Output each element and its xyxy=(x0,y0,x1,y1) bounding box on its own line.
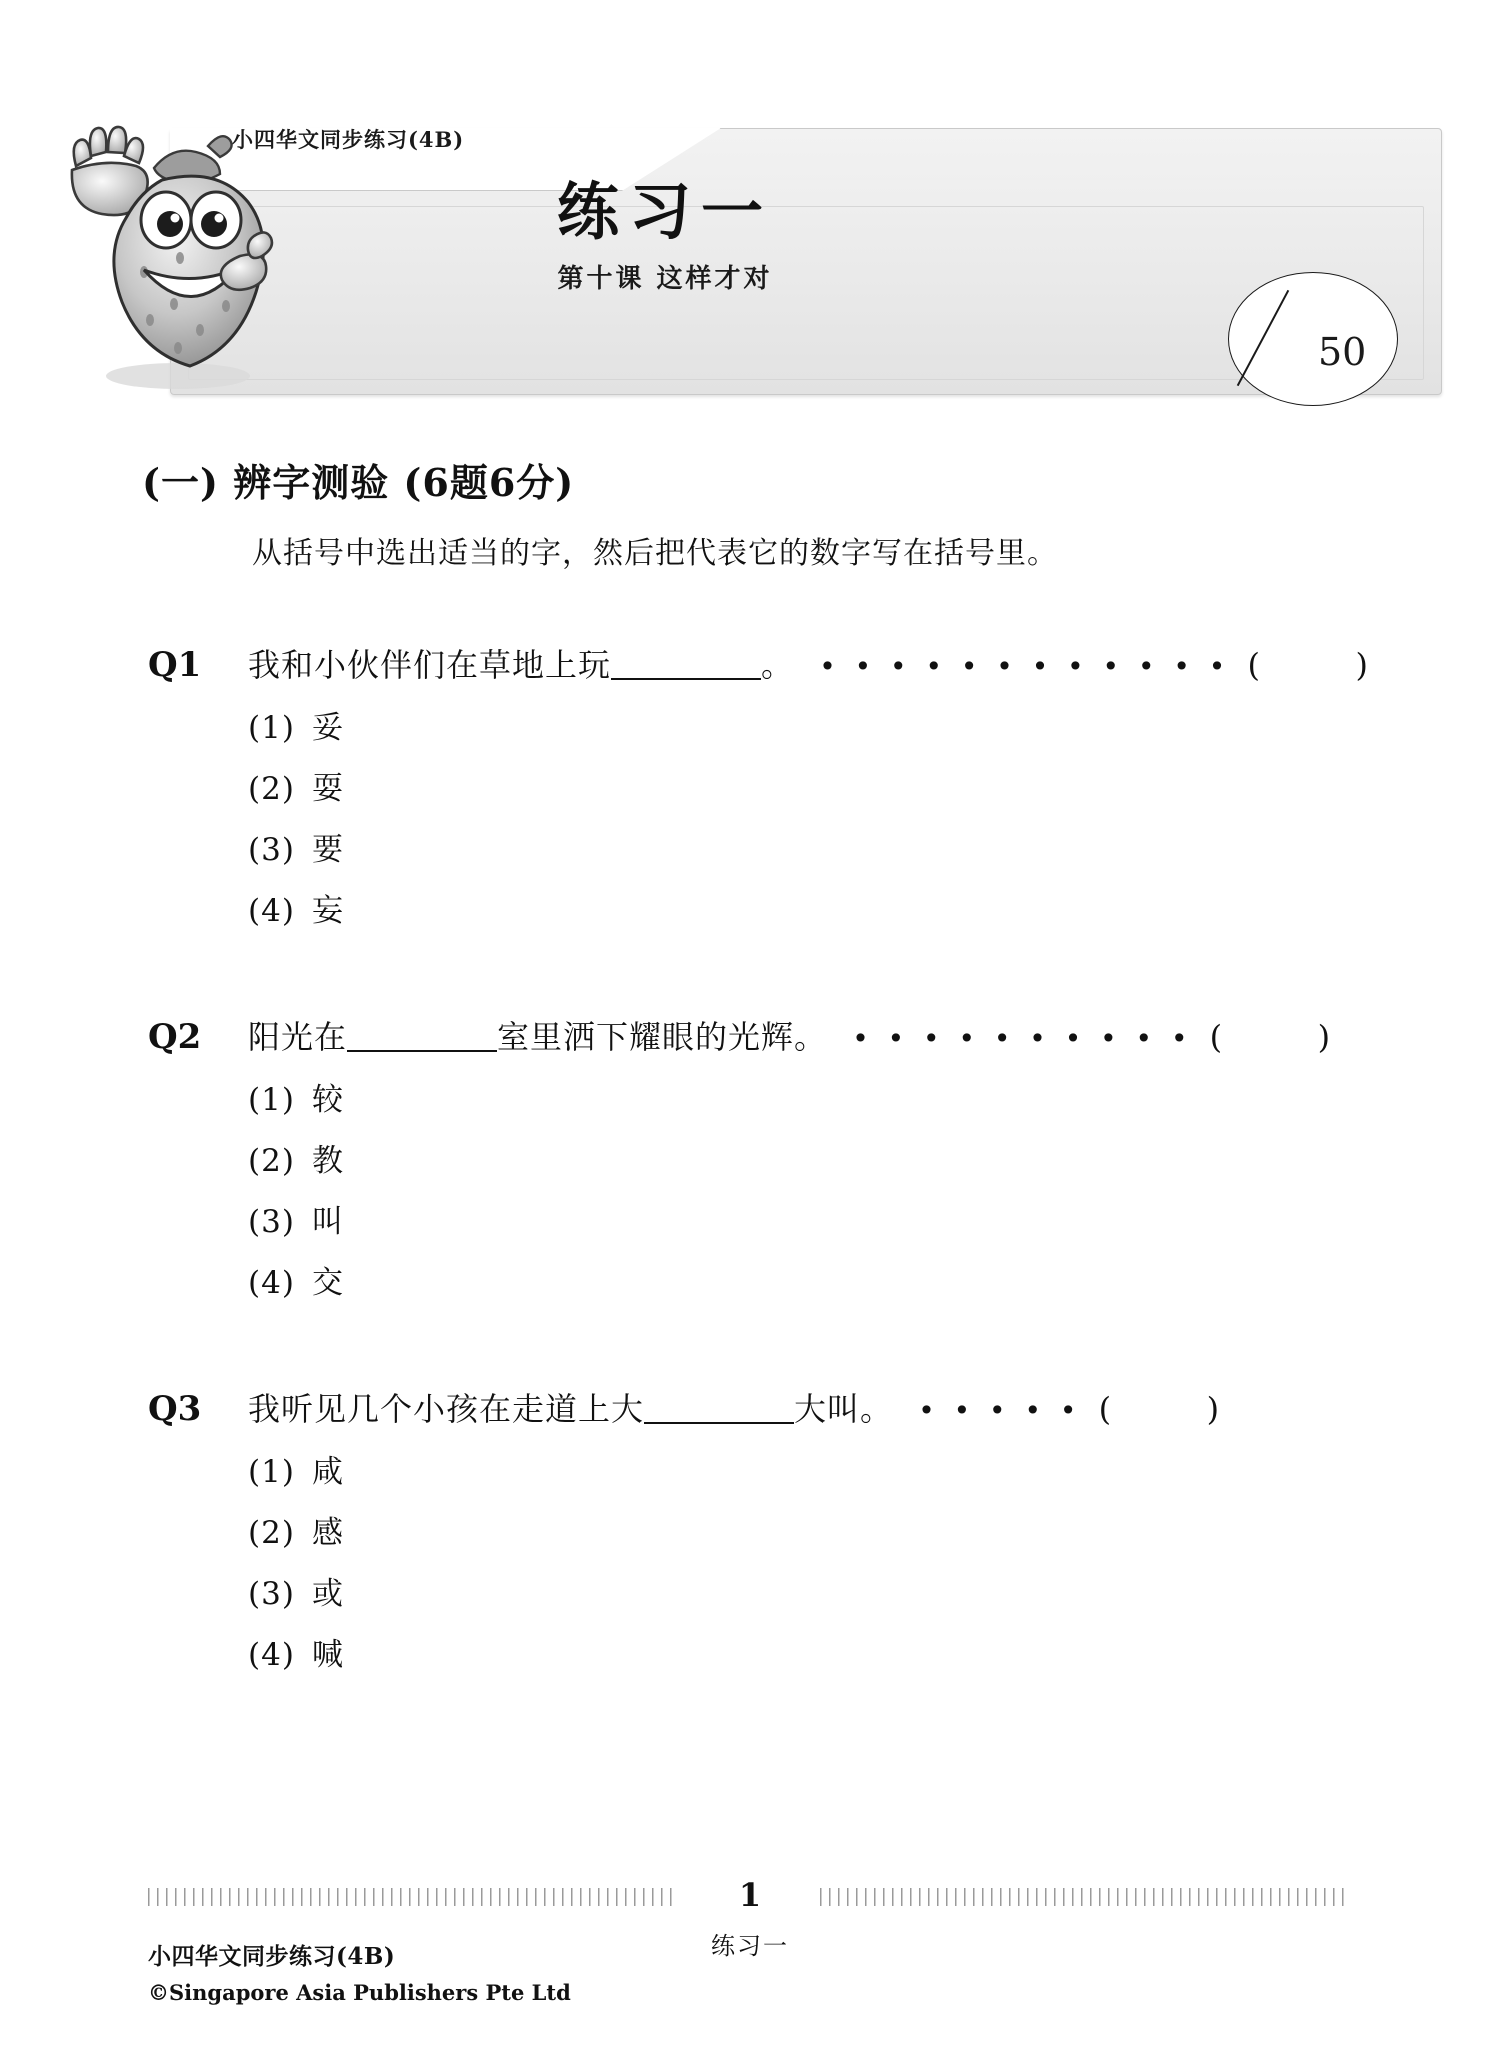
question-text-before: 我听见几个小孩在走道上大 xyxy=(248,1390,645,1428)
option-item[interactable] xyxy=(248,702,1398,747)
option-item[interactable] xyxy=(248,1135,1398,1180)
option-item[interactable] xyxy=(248,1446,1398,1491)
option-number: (1) xyxy=(248,1454,295,1490)
answer-paren-open[interactable]: ( xyxy=(1209,1018,1225,1056)
option-character: 要 xyxy=(312,832,344,868)
question-text-before: 我和小伙伴们在草地上玩 xyxy=(248,646,612,684)
option-character: 妄 xyxy=(312,893,344,929)
option-number: (3) xyxy=(248,1204,295,1240)
option-item[interactable] xyxy=(248,1629,1398,1674)
answer-paren-close[interactable]: ) xyxy=(1206,1390,1221,1428)
option-character: 叫 xyxy=(312,1204,344,1240)
book-series-tag: 小四华文同步练习(4B) xyxy=(232,127,465,152)
footer-exercise-label: 练习一 xyxy=(711,1932,789,1960)
option-number: (2) xyxy=(248,1515,295,1551)
option-character: 或 xyxy=(312,1576,344,1612)
option-character: 感 xyxy=(312,1515,344,1551)
section-instruction: 从括号中选出适当的字，然后把代表它的数字写在括号里。 xyxy=(252,536,1058,571)
option-item[interactable] xyxy=(248,1196,1398,1241)
option-number: (4) xyxy=(248,1637,295,1673)
page-title: 练习一 xyxy=(556,175,773,248)
leader-dots: • • • • • • • • • • • • xyxy=(819,650,1231,683)
question-prompt xyxy=(148,1384,1398,1430)
question-block-q3 xyxy=(148,1384,1398,1674)
footer-copyright: ©Singapore Asia Publishers Pte Ltd xyxy=(148,1980,571,2005)
option-number: (4) xyxy=(248,1265,295,1301)
option-item[interactable] xyxy=(248,1568,1398,1613)
footer-rule-left xyxy=(148,1888,678,1906)
option-number: (1) xyxy=(248,710,295,746)
section-heading: (一) 辨字测验 (6题6分) xyxy=(142,460,575,505)
option-character: 耍 xyxy=(312,771,344,807)
score-total-label: 50 xyxy=(1318,330,1367,374)
option-item[interactable] xyxy=(248,824,1398,869)
option-character: 咸 xyxy=(312,1454,344,1490)
question-text-before: 阳光在 xyxy=(248,1018,348,1056)
question-label: Q1 xyxy=(148,645,202,685)
option-character: 较 xyxy=(312,1082,344,1118)
option-item[interactable] xyxy=(248,1507,1398,1552)
question-prompt xyxy=(148,1012,1398,1058)
question-text-after: 。 xyxy=(761,646,795,684)
page-number: 1 xyxy=(738,1876,762,1914)
option-item[interactable] xyxy=(248,885,1398,930)
option-character: 交 xyxy=(312,1265,344,1301)
option-character: 教 xyxy=(312,1143,344,1179)
question-label: Q2 xyxy=(148,1017,202,1057)
answer-blank[interactable] xyxy=(611,648,761,680)
option-number: (3) xyxy=(248,1576,295,1612)
answer-paren-close[interactable]: ) xyxy=(1355,646,1369,684)
answer-paren-close[interactable]: ) xyxy=(1317,1018,1332,1056)
answer-paren-open[interactable]: ( xyxy=(1247,646,1262,684)
option-number: (2) xyxy=(248,1143,295,1179)
answer-paren-open[interactable]: ( xyxy=(1098,1390,1114,1428)
option-item[interactable] xyxy=(248,1074,1398,1119)
question-block-q1 xyxy=(148,640,1398,930)
option-number: (4) xyxy=(248,893,295,929)
question-text-after: 大叫。 xyxy=(794,1390,894,1428)
question-label: Q3 xyxy=(148,1389,202,1429)
leader-dots: • • • • • • • • • • xyxy=(852,1022,1193,1055)
option-item[interactable] xyxy=(248,1257,1398,1302)
option-number: (2) xyxy=(248,771,295,807)
option-character: 妥 xyxy=(312,710,344,746)
option-number: (1) xyxy=(248,1082,295,1118)
question-text-after: 室里洒下耀眼的光辉。 xyxy=(497,1018,828,1056)
page-subtitle: 第十课 这样才对 xyxy=(557,264,773,294)
option-character: 喊 xyxy=(312,1637,344,1673)
answer-blank[interactable] xyxy=(644,1392,794,1424)
score-badge xyxy=(1228,272,1398,406)
leader-dots: • • • • • xyxy=(918,1394,1082,1427)
question-block-q2 xyxy=(148,1012,1398,1302)
option-item[interactable] xyxy=(248,763,1398,808)
question-prompt xyxy=(148,640,1398,686)
option-number: (3) xyxy=(248,832,295,868)
mascot-strawberry-icon xyxy=(58,108,288,398)
answer-blank[interactable] xyxy=(347,1020,497,1052)
footer-rule-right xyxy=(820,1888,1350,1906)
footer-book-title: 小四华文同步练习(4B) xyxy=(148,1943,396,1970)
